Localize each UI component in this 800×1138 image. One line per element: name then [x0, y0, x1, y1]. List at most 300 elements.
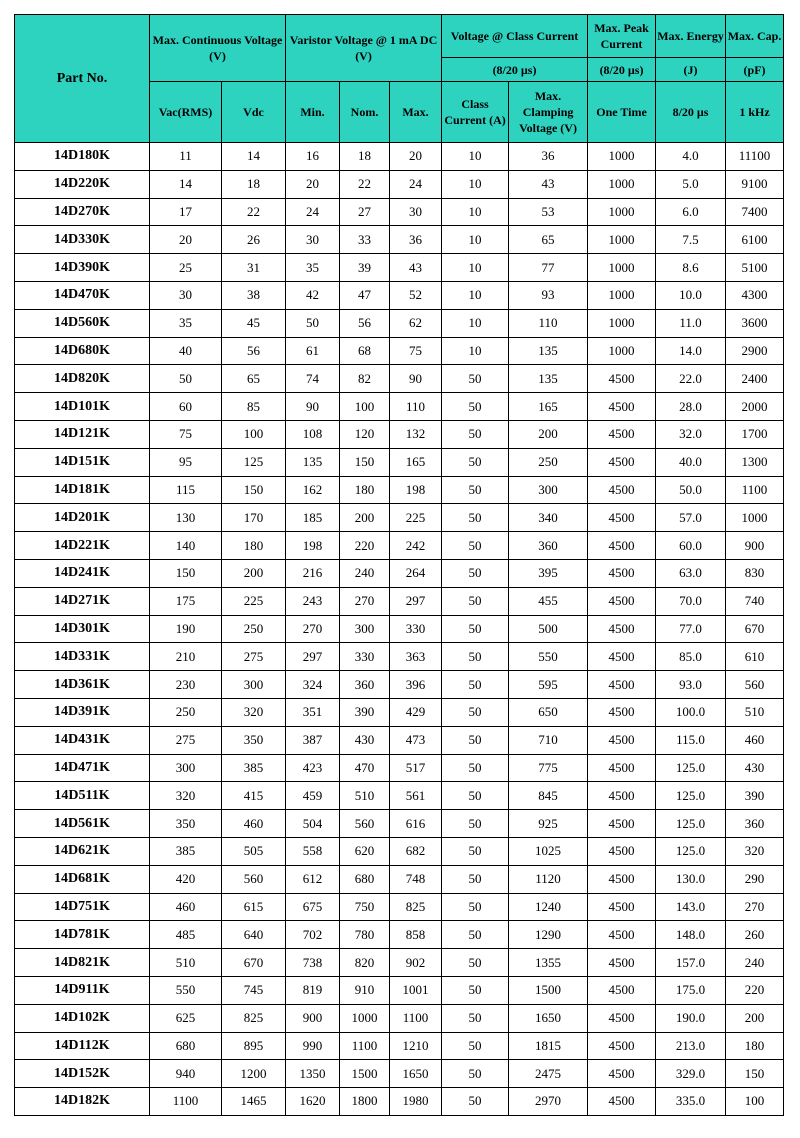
table-row [15, 254, 784, 282]
peak-current-cell: 4500 [588, 504, 656, 532]
part-no-cell: 14D112K [15, 1032, 150, 1060]
capacitance-cell: 220 [726, 976, 784, 1004]
table-row [15, 754, 784, 782]
clamping-voltage-cell: 93 [509, 281, 588, 309]
varistor-min-cell: 558 [286, 837, 340, 865]
capacitance-cell: 1700 [726, 420, 784, 448]
clamping-voltage-cell: 1120 [509, 865, 588, 893]
clamping-voltage-cell: 200 [509, 420, 588, 448]
varistor-max-cell: 517 [390, 754, 442, 782]
varistor-max-cell: 52 [390, 281, 442, 309]
capacitance-cell: 1000 [726, 504, 784, 532]
varistor-nom-cell: 910 [340, 976, 390, 1004]
peak-current-cell: 1000 [588, 337, 656, 365]
table-row [15, 1088, 784, 1116]
vdc-cell: 615 [222, 893, 286, 921]
table-row [15, 643, 784, 671]
part-no-cell: 14D151K [15, 448, 150, 476]
varistor-max-cell: 682 [390, 837, 442, 865]
varistor-nom-cell: 750 [340, 893, 390, 921]
varistor-max-cell: 75 [390, 337, 442, 365]
varistor-max-cell: 858 [390, 921, 442, 949]
table-row [15, 782, 784, 810]
energy-cell: 50.0 [656, 476, 726, 504]
energy-cell: 40.0 [656, 448, 726, 476]
energy-cell: 93.0 [656, 671, 726, 699]
capacitance-cell: 240 [726, 949, 784, 977]
vac-rms-cell: 625 [150, 1004, 222, 1032]
capacitance-cell: 320 [726, 837, 784, 865]
capacitance-cell: 2400 [726, 365, 784, 393]
peak-current-cell: 4500 [588, 587, 656, 615]
clamping-voltage-cell: 1025 [509, 837, 588, 865]
clamping-voltage-cell: 77 [509, 254, 588, 282]
peak-current-cell: 4500 [588, 643, 656, 671]
capacitance-cell: 180 [726, 1032, 784, 1060]
vac-rms-cell: 460 [150, 893, 222, 921]
clamping-voltage-cell: 135 [509, 365, 588, 393]
varistor-nom-cell: 220 [340, 532, 390, 560]
table-row [15, 309, 784, 337]
header-max: Max. [390, 82, 442, 143]
class-current-cell: 50 [442, 1032, 509, 1060]
table-row [15, 698, 784, 726]
part-no-cell: 14D431K [15, 726, 150, 754]
varistor-max-cell: 363 [390, 643, 442, 671]
part-no-cell: 14D331K [15, 643, 150, 671]
part-no-cell: 14D201K [15, 504, 150, 532]
vdc-cell: 250 [222, 615, 286, 643]
capacitance-cell: 430 [726, 754, 784, 782]
part-no-cell: 14D182K [15, 1088, 150, 1116]
varistor-min-cell: 423 [286, 754, 340, 782]
clamping-voltage-cell: 1240 [509, 893, 588, 921]
energy-cell: 22.0 [656, 365, 726, 393]
vdc-cell: 895 [222, 1032, 286, 1060]
clamping-voltage-cell: 710 [509, 726, 588, 754]
varistor-max-cell: 242 [390, 532, 442, 560]
energy-cell: 335.0 [656, 1088, 726, 1116]
capacitance-cell: 11100 [726, 143, 784, 171]
varistor-nom-cell: 200 [340, 504, 390, 532]
varistor-max-cell: 1001 [390, 976, 442, 1004]
vdc-cell: 65 [222, 365, 286, 393]
vdc-cell: 100 [222, 420, 286, 448]
vac-rms-cell: 275 [150, 726, 222, 754]
varistor-max-cell: 36 [390, 226, 442, 254]
vac-rms-cell: 175 [150, 587, 222, 615]
energy-cell: 77.0 [656, 615, 726, 643]
varistor-min-cell: 50 [286, 309, 340, 337]
vdc-cell: 670 [222, 949, 286, 977]
clamping-voltage-cell: 65 [509, 226, 588, 254]
varistor-nom-cell: 1100 [340, 1032, 390, 1060]
table-row [15, 226, 784, 254]
vac-rms-cell: 25 [150, 254, 222, 282]
varistor-min-cell: 20 [286, 170, 340, 198]
vdc-cell: 350 [222, 726, 286, 754]
peak-current-cell: 4500 [588, 448, 656, 476]
table-row [15, 1060, 784, 1088]
vdc-cell: 560 [222, 865, 286, 893]
energy-cell: 175.0 [656, 976, 726, 1004]
peak-current-cell: 4500 [588, 921, 656, 949]
table-header [15, 15, 784, 143]
varistor-min-cell: 90 [286, 393, 340, 421]
energy-cell: 14.0 [656, 337, 726, 365]
varistor-min-cell: 1350 [286, 1060, 340, 1088]
varistor-min-cell: 74 [286, 365, 340, 393]
part-no-cell: 14D911K [15, 976, 150, 1004]
energy-cell: 143.0 [656, 893, 726, 921]
varistor-nom-cell: 180 [340, 476, 390, 504]
peak-current-cell: 1000 [588, 170, 656, 198]
header-varistor-voltage: Varistor Voltage @ 1 mA DC (V) [286, 15, 442, 82]
varistor-max-cell: 1980 [390, 1088, 442, 1116]
varistor-nom-cell: 47 [340, 281, 390, 309]
capacitance-cell: 360 [726, 810, 784, 838]
capacitance-cell: 200 [726, 1004, 784, 1032]
table-row [15, 532, 784, 560]
capacitance-cell: 390 [726, 782, 784, 810]
part-no-cell: 14D101K [15, 393, 150, 421]
capacitance-cell: 670 [726, 615, 784, 643]
table-row [15, 671, 784, 699]
varistor-min-cell: 900 [286, 1004, 340, 1032]
part-no-cell: 14D102K [15, 1004, 150, 1032]
energy-cell: 6.0 [656, 198, 726, 226]
capacitance-cell: 1100 [726, 476, 784, 504]
header-class-current: Class Current (A) [442, 82, 509, 143]
clamping-voltage-cell: 360 [509, 532, 588, 560]
energy-cell: 148.0 [656, 921, 726, 949]
varistor-max-cell: 264 [390, 559, 442, 587]
header-nom: Nom. [340, 82, 390, 143]
vac-rms-cell: 17 [150, 198, 222, 226]
vdc-cell: 22 [222, 198, 286, 226]
vac-rms-cell: 320 [150, 782, 222, 810]
vac-rms-cell: 250 [150, 698, 222, 726]
class-current-cell: 50 [442, 810, 509, 838]
varistor-max-cell: 20 [390, 143, 442, 171]
peak-current-cell: 4500 [588, 365, 656, 393]
varistor-min-cell: 504 [286, 810, 340, 838]
varistor-min-cell: 675 [286, 893, 340, 921]
part-no-cell: 14D821K [15, 949, 150, 977]
varistor-nom-cell: 150 [340, 448, 390, 476]
varistor-nom-cell: 120 [340, 420, 390, 448]
energy-cell: 32.0 [656, 420, 726, 448]
clamping-voltage-cell: 650 [509, 698, 588, 726]
capacitance-cell: 2900 [726, 337, 784, 365]
vdc-cell: 170 [222, 504, 286, 532]
clamping-voltage-cell: 53 [509, 198, 588, 226]
clamping-voltage-cell: 110 [509, 309, 588, 337]
energy-cell: 190.0 [656, 1004, 726, 1032]
capacitance-cell: 100 [726, 1088, 784, 1116]
peak-current-cell: 4500 [588, 1088, 656, 1116]
class-current-cell: 50 [442, 949, 509, 977]
varistor-min-cell: 387 [286, 726, 340, 754]
peak-current-cell: 4500 [588, 1060, 656, 1088]
varistor-max-cell: 30 [390, 198, 442, 226]
class-current-cell: 50 [442, 559, 509, 587]
varistor-max-cell: 616 [390, 810, 442, 838]
part-no-cell: 14D680K [15, 337, 150, 365]
table-row [15, 504, 784, 532]
vac-rms-cell: 14 [150, 170, 222, 198]
varistor-max-cell: 24 [390, 170, 442, 198]
class-current-cell: 50 [442, 476, 509, 504]
table-row [15, 337, 784, 365]
vdc-cell: 275 [222, 643, 286, 671]
energy-cell: 60.0 [656, 532, 726, 560]
vdc-cell: 31 [222, 254, 286, 282]
vdc-cell: 385 [222, 754, 286, 782]
peak-current-cell: 1000 [588, 143, 656, 171]
varistor-max-cell: 110 [390, 393, 442, 421]
part-no-cell: 14D271K [15, 587, 150, 615]
varistor-nom-cell: 390 [340, 698, 390, 726]
varistor-nom-cell: 1000 [340, 1004, 390, 1032]
peak-current-cell: 4500 [588, 782, 656, 810]
varistor-nom-cell: 780 [340, 921, 390, 949]
peak-current-cell: 1000 [588, 226, 656, 254]
varistor-min-cell: 297 [286, 643, 340, 671]
part-no-cell: 14D781K [15, 921, 150, 949]
energy-cell: 11.0 [656, 309, 726, 337]
varistor-nom-cell: 680 [340, 865, 390, 893]
varistor-max-cell: 43 [390, 254, 442, 282]
varistor-nom-cell: 82 [340, 365, 390, 393]
clamping-voltage-cell: 340 [509, 504, 588, 532]
part-no-cell: 14D330K [15, 226, 150, 254]
vdc-cell: 45 [222, 309, 286, 337]
capacitance-cell: 290 [726, 865, 784, 893]
vac-rms-cell: 230 [150, 671, 222, 699]
varistor-max-cell: 165 [390, 448, 442, 476]
varistor-spec-table [14, 14, 784, 1116]
varistor-min-cell: 30 [286, 226, 340, 254]
vdc-cell: 225 [222, 587, 286, 615]
vac-rms-cell: 11 [150, 143, 222, 171]
energy-cell: 63.0 [656, 559, 726, 587]
table-row [15, 143, 784, 171]
energy-cell: 85.0 [656, 643, 726, 671]
part-no-cell: 14D511K [15, 782, 150, 810]
peak-current-cell: 4500 [588, 754, 656, 782]
header-vac-rms: Vac(RMS) [150, 82, 222, 143]
part-no-cell: 14D121K [15, 420, 150, 448]
vac-rms-cell: 20 [150, 226, 222, 254]
varistor-min-cell: 819 [286, 976, 340, 1004]
clamping-voltage-cell: 775 [509, 754, 588, 782]
varistor-min-cell: 185 [286, 504, 340, 532]
energy-cell: 70.0 [656, 587, 726, 615]
energy-cell: 10.0 [656, 281, 726, 309]
varistor-max-cell: 62 [390, 309, 442, 337]
energy-cell: 4.0 [656, 143, 726, 171]
clamping-voltage-cell: 1500 [509, 976, 588, 1004]
peak-current-cell: 4500 [588, 532, 656, 560]
varistor-max-cell: 198 [390, 476, 442, 504]
vac-rms-cell: 485 [150, 921, 222, 949]
table-row [15, 281, 784, 309]
varistor-max-cell: 1100 [390, 1004, 442, 1032]
varistor-min-cell: 324 [286, 671, 340, 699]
class-current-cell: 50 [442, 1060, 509, 1088]
table-row [15, 921, 784, 949]
capacitance-cell: 270 [726, 893, 784, 921]
part-no-cell: 14D270K [15, 198, 150, 226]
capacitance-cell: 830 [726, 559, 784, 587]
peak-current-cell: 1000 [588, 254, 656, 282]
part-no-cell: 14D560K [15, 309, 150, 337]
vdc-cell: 200 [222, 559, 286, 587]
peak-current-cell: 4500 [588, 671, 656, 699]
part-no-cell: 14D561K [15, 810, 150, 838]
varistor-nom-cell: 33 [340, 226, 390, 254]
peak-current-cell: 4500 [588, 476, 656, 504]
table-row [15, 476, 784, 504]
table-row [15, 865, 784, 893]
vdc-cell: 180 [222, 532, 286, 560]
energy-cell: 130.0 [656, 865, 726, 893]
varistor-nom-cell: 22 [340, 170, 390, 198]
varistor-max-cell: 132 [390, 420, 442, 448]
class-current-cell: 10 [442, 281, 509, 309]
clamping-voltage-cell: 500 [509, 615, 588, 643]
peak-current-cell: 4500 [588, 976, 656, 1004]
varistor-min-cell: 24 [286, 198, 340, 226]
class-current-cell: 50 [442, 420, 509, 448]
header-part-no: Part No. [15, 15, 150, 143]
clamping-voltage-cell: 43 [509, 170, 588, 198]
table-row [15, 365, 784, 393]
vac-rms-cell: 35 [150, 309, 222, 337]
vdc-cell: 56 [222, 337, 286, 365]
clamping-voltage-cell: 1650 [509, 1004, 588, 1032]
capacitance-cell: 2000 [726, 393, 784, 421]
vac-rms-cell: 550 [150, 976, 222, 1004]
class-current-cell: 50 [442, 754, 509, 782]
part-no-cell: 14D621K [15, 837, 150, 865]
class-current-cell: 50 [442, 393, 509, 421]
energy-cell: 125.0 [656, 782, 726, 810]
vdc-cell: 85 [222, 393, 286, 421]
varistor-nom-cell: 270 [340, 587, 390, 615]
varistor-max-cell: 473 [390, 726, 442, 754]
header-peak-8-20: (8/20 µs) [588, 58, 656, 82]
capacitance-cell: 4300 [726, 281, 784, 309]
class-current-cell: 50 [442, 726, 509, 754]
part-no-cell: 14D180K [15, 143, 150, 171]
class-current-cell: 50 [442, 837, 509, 865]
class-current-cell: 10 [442, 170, 509, 198]
capacitance-cell: 7400 [726, 198, 784, 226]
clamping-voltage-cell: 165 [509, 393, 588, 421]
header-min: Min. [286, 82, 340, 143]
varistor-min-cell: 702 [286, 921, 340, 949]
peak-current-cell: 4500 [588, 559, 656, 587]
varistor-min-cell: 162 [286, 476, 340, 504]
peak-current-cell: 4500 [588, 420, 656, 448]
vdc-cell: 18 [222, 170, 286, 198]
vac-rms-cell: 150 [150, 559, 222, 587]
vac-rms-cell: 680 [150, 1032, 222, 1060]
vac-rms-cell: 420 [150, 865, 222, 893]
peak-current-cell: 1000 [588, 309, 656, 337]
table-row [15, 949, 784, 977]
table-row [15, 1032, 784, 1060]
energy-cell: 7.5 [656, 226, 726, 254]
part-no-cell: 14D220K [15, 170, 150, 198]
table-row [15, 587, 784, 615]
energy-cell: 28.0 [656, 393, 726, 421]
table-body [15, 143, 784, 1116]
vdc-cell: 825 [222, 1004, 286, 1032]
vac-rms-cell: 510 [150, 949, 222, 977]
part-no-cell: 14D820K [15, 365, 150, 393]
part-no-cell: 14D390K [15, 254, 150, 282]
part-no-cell: 14D241K [15, 559, 150, 587]
part-no-cell: 14D152K [15, 1060, 150, 1088]
clamping-voltage-cell: 135 [509, 337, 588, 365]
vac-rms-cell: 1100 [150, 1088, 222, 1116]
class-current-cell: 50 [442, 643, 509, 671]
class-current-cell: 50 [442, 587, 509, 615]
varistor-nom-cell: 620 [340, 837, 390, 865]
part-no-cell: 14D181K [15, 476, 150, 504]
vac-rms-cell: 130 [150, 504, 222, 532]
header-1khz: 1 kHz [726, 82, 784, 143]
table-row [15, 559, 784, 587]
header-max-clamping-voltage: Max. Clamping Voltage (V) [509, 82, 588, 143]
varistor-nom-cell: 360 [340, 671, 390, 699]
class-current-cell: 10 [442, 337, 509, 365]
energy-cell: 125.0 [656, 810, 726, 838]
peak-current-cell: 4500 [588, 865, 656, 893]
vac-rms-cell: 60 [150, 393, 222, 421]
header-vdc: Vdc [222, 82, 286, 143]
class-current-cell: 50 [442, 865, 509, 893]
varistor-min-cell: 198 [286, 532, 340, 560]
class-current-cell: 10 [442, 198, 509, 226]
class-current-cell: 10 [442, 254, 509, 282]
capacitance-cell: 150 [726, 1060, 784, 1088]
header-voltage-class-current: Voltage @ Class Current [442, 15, 588, 58]
part-no-cell: 14D470K [15, 281, 150, 309]
energy-cell: 329.0 [656, 1060, 726, 1088]
varistor-min-cell: 612 [286, 865, 340, 893]
vdc-cell: 320 [222, 698, 286, 726]
varistor-min-cell: 16 [286, 143, 340, 171]
varistor-max-cell: 1650 [390, 1060, 442, 1088]
header-energy-unit: (J) [656, 58, 726, 82]
vac-rms-cell: 940 [150, 1060, 222, 1088]
varistor-min-cell: 35 [286, 254, 340, 282]
varistor-nom-cell: 100 [340, 393, 390, 421]
vac-rms-cell: 30 [150, 281, 222, 309]
vac-rms-cell: 350 [150, 810, 222, 838]
peak-current-cell: 4500 [588, 393, 656, 421]
energy-cell: 115.0 [656, 726, 726, 754]
varistor-min-cell: 135 [286, 448, 340, 476]
peak-current-cell: 4500 [588, 1004, 656, 1032]
table-row [15, 1004, 784, 1032]
table-row [15, 615, 784, 643]
capacitance-cell: 6100 [726, 226, 784, 254]
